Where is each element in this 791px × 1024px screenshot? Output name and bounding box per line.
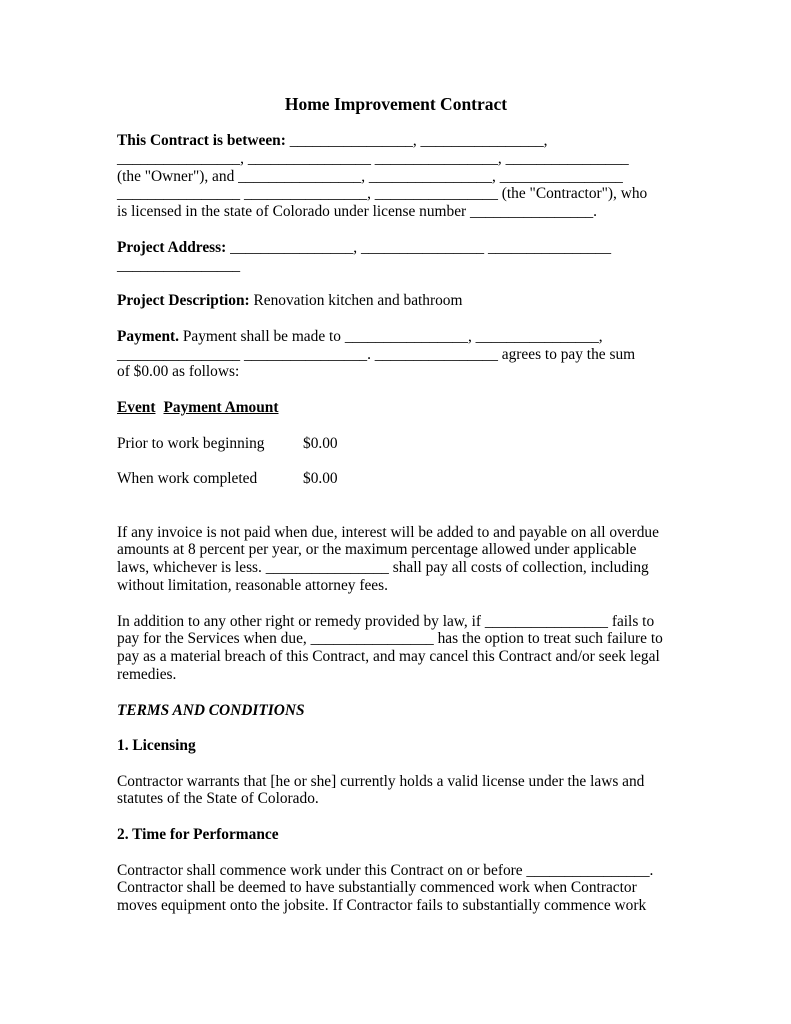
section-1-paragraph: [117, 773, 687, 809]
project-address-paragraph: [117, 239, 687, 275]
interest-paragraph: [117, 524, 687, 595]
payment-paragraph: [117, 328, 687, 381]
terms-heading: TERMS AND CONDITIONS: [117, 701, 305, 719]
table-cell-event: Prior to work beginning: [117, 434, 265, 452]
table-row: [117, 435, 687, 453]
project-address-line-2: ________________: [117, 256, 241, 274]
project-description-value: Renovation kitchen and bathroom: [249, 292, 463, 310]
remedy-paragraph: [117, 613, 687, 684]
project-address-label: Project Address:: [117, 238, 227, 256]
payment-line-2: ________________ ________________. ________________ agrees to pay the sum: [117, 345, 636, 363]
section-2-heading: 2. Time for Performance: [117, 826, 279, 844]
document-body: [117, 94, 687, 933]
interest-line-4: without limitation, reasonable attorney fees.: [117, 576, 388, 594]
parties-label: This Contract is between:: [117, 132, 286, 149]
section-2-line-1: Contractor shall commence work under this Contract on or before ________________.: [117, 861, 654, 879]
payment-line-3: of $0.00 as follows:: [117, 363, 240, 381]
remedy-line-2: pay for the Services when due, ________________ has the option to treat such failure to: [117, 630, 663, 648]
project-description-paragraph: [117, 292, 687, 310]
parties-line-2: ________________, ________________ ________________, ________________: [117, 149, 629, 167]
parties-line-4: ________________ ________________, ________________ (the "Contractor"), who: [117, 185, 648, 203]
table-cell-amount: $0.00: [303, 470, 338, 488]
table-cell-event: When work completed: [117, 470, 258, 488]
section-2-paragraph: [117, 862, 687, 915]
payment-table-header: [117, 399, 687, 417]
project-description-label: Project Description:: [117, 292, 250, 310]
interest-line-3: laws, whichever is less. ________________ shall pay all costs of collection, including: [117, 559, 649, 577]
section-2-line-3: moves equipment onto the jobsite. If Contractor fails to substantially commence work: [117, 897, 647, 915]
remedy-line-1: In addition to any other right or remedy provided by law, if ________________ fails to: [117, 612, 655, 630]
interest-line-2: amounts at 8 percent per year, or the maximum percentage allowed under applicable: [117, 541, 637, 559]
header-payment-amount: Payment Amount: [163, 398, 279, 416]
document-title: Home Improvement Contract: [284, 94, 508, 114]
interest-line-1: If any invoice is not paid when due, interest will be added to and payable on all overdue: [117, 523, 659, 541]
section-2-line-2: Contractor shall be deemed to have substantially commenced work when Contractor: [117, 879, 637, 897]
table-row: [117, 470, 687, 488]
parties-paragraph: [117, 132, 687, 221]
section-1-heading: 1. Licensing: [117, 737, 196, 755]
parties-line-1: ________________, ________________,: [285, 132, 548, 149]
parties-line-3: (the "Owner"), and ________________, ________________, ________________: [117, 167, 623, 185]
section-1-line-1: Contractor warrants that [he or she] currently holds a valid license under the laws and: [117, 772, 645, 790]
remedy-line-4: remedies.: [117, 665, 177, 683]
header-event: Event: [117, 398, 156, 416]
parties-line-5: is licensed in the state of Colorado under license number ________________.: [117, 203, 598, 221]
section-1-line-2: statutes of the State of Colorado.: [117, 790, 319, 808]
payment-label: Payment.: [117, 327, 179, 345]
payment-line-1: Payment shall be made to ________________, ________________,: [178, 327, 603, 345]
project-address-line-1: ________________, ________________ ________________: [226, 238, 612, 256]
table-cell-amount: $0.00: [303, 434, 338, 452]
remedy-line-3: pay as a material breach of this Contract, and may cancel this Contract and/or seek legal: [117, 648, 660, 666]
